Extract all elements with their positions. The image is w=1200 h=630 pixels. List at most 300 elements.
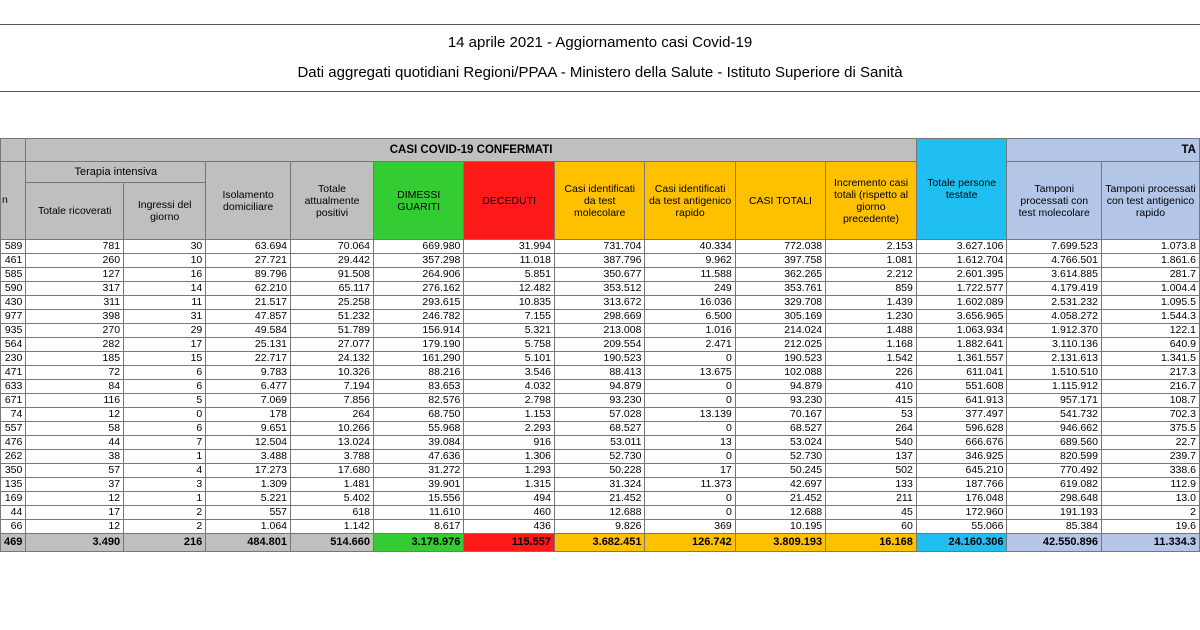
table-cell: 53.011 xyxy=(554,436,644,450)
table-cell: 22.7 xyxy=(1101,436,1199,450)
table-cell: 0 xyxy=(645,394,735,408)
table-cell: 1 xyxy=(124,492,206,506)
group-tamponi: TA xyxy=(1007,139,1200,162)
table-cell: 1.481 xyxy=(291,478,374,492)
table-cell: 946.662 xyxy=(1007,422,1101,436)
table-cell: 8.617 xyxy=(374,520,464,534)
table-cell: 1.612.704 xyxy=(916,254,1007,268)
table-cell: 211 xyxy=(826,492,917,506)
table-cell: 102.088 xyxy=(735,366,825,380)
table-row xyxy=(1,380,1200,394)
table-cell: 369 xyxy=(645,520,735,534)
table-cell: 293.615 xyxy=(374,296,464,310)
table-cell: 88.413 xyxy=(554,366,644,380)
table-cell: 9.651 xyxy=(206,422,291,436)
total-cell: 42.550.896 xyxy=(1007,534,1101,552)
table-cell: 2.601.395 xyxy=(916,268,1007,282)
table-cell: 17 xyxy=(124,338,206,352)
table-cell: 68.527 xyxy=(554,422,644,436)
table-cell: 957.171 xyxy=(1007,394,1101,408)
table-cell: 262 xyxy=(1,450,26,464)
table-cell: 3.788 xyxy=(291,450,374,464)
table-row xyxy=(1,296,1200,310)
table-cell: 10.266 xyxy=(291,422,374,436)
table-cell: 44 xyxy=(26,436,124,450)
total-cell: 24.160.306 xyxy=(916,534,1007,552)
table-cell: 63.694 xyxy=(206,240,291,254)
table-cell: 1 xyxy=(124,450,206,464)
table-cell: 176.048 xyxy=(916,492,1007,506)
table-cell: 31 xyxy=(124,310,206,324)
table-cell: 25.131 xyxy=(206,338,291,352)
table-cell: 10.326 xyxy=(291,366,374,380)
group-terapia-intensiva: Terapia intensiva xyxy=(26,162,206,183)
table-cell: 85.384 xyxy=(1007,520,1101,534)
table-row xyxy=(1,520,1200,534)
col-header-isolamento-domiciliare: Isolamento domiciliare xyxy=(206,162,291,240)
table-cell: 6.477 xyxy=(206,380,291,394)
table-cell: 11.018 xyxy=(464,254,555,268)
table-cell: 89.796 xyxy=(206,268,291,282)
table-cell: 5.101 xyxy=(464,352,555,366)
table-row xyxy=(1,450,1200,464)
table-cell: 1.439 xyxy=(826,296,917,310)
table-cell: 1.153 xyxy=(464,408,555,422)
table-cell: 264 xyxy=(826,422,917,436)
table-cell: 781 xyxy=(26,240,124,254)
table-cell: 209.554 xyxy=(554,338,644,352)
table-cell: 589 xyxy=(1,240,26,254)
table-cell: 11.588 xyxy=(645,268,735,282)
table-cell: 1.081 xyxy=(826,254,917,268)
table-cell: 398 xyxy=(26,310,124,324)
table-cell: 179.190 xyxy=(374,338,464,352)
table-cell: 3.656.965 xyxy=(916,310,1007,324)
table-cell: 859 xyxy=(826,282,917,296)
table-cell: 671 xyxy=(1,394,26,408)
table-cell: 11 xyxy=(124,296,206,310)
table-cell: 17.273 xyxy=(206,464,291,478)
table-cell: 39.901 xyxy=(374,478,464,492)
table-cell: 977 xyxy=(1,310,26,324)
table-cell: 590 xyxy=(1,282,26,296)
table-cell: 13.675 xyxy=(645,366,735,380)
table-cell: 161.290 xyxy=(374,352,464,366)
table-cell: 127 xyxy=(26,268,124,282)
table-cell: 27.077 xyxy=(291,338,374,352)
table-cell: 276.162 xyxy=(374,282,464,296)
table-cell: 1.861.6 xyxy=(1101,254,1199,268)
col-header-totale-attualmente-positivi: Totale attualmente positivi xyxy=(291,162,374,240)
table-cell: 669.980 xyxy=(374,240,464,254)
blank-group-cell xyxy=(1,139,26,162)
table-cell: 2.153 xyxy=(826,240,917,254)
table-cell: 640.9 xyxy=(1101,338,1199,352)
table-cell: 329.708 xyxy=(735,296,825,310)
table-cell: 0 xyxy=(645,506,735,520)
table-cell: 25.258 xyxy=(291,296,374,310)
table-cell: 88.216 xyxy=(374,366,464,380)
table-row xyxy=(1,394,1200,408)
table-cell: 112.9 xyxy=(1101,478,1199,492)
table-cell: 19.6 xyxy=(1101,520,1199,534)
table-cell: 7.155 xyxy=(464,310,555,324)
table-cell: 47.857 xyxy=(206,310,291,324)
table-cell: 5 xyxy=(124,394,206,408)
table-cell: 40.334 xyxy=(645,240,735,254)
table-cell: 4.179.419 xyxy=(1007,282,1101,296)
total-cell: 115.557 xyxy=(464,534,555,552)
table-cell: 60 xyxy=(826,520,917,534)
table-cell: 476 xyxy=(1,436,26,450)
table-cell: 185 xyxy=(26,352,124,366)
table-cell: 70.064 xyxy=(291,240,374,254)
table-cell: 346.925 xyxy=(916,450,1007,464)
table-cell: 122.1 xyxy=(1101,324,1199,338)
table-cell: 52.730 xyxy=(735,450,825,464)
table-cell: 415 xyxy=(826,394,917,408)
table-cell: 94.879 xyxy=(735,380,825,394)
table-cell: 31.994 xyxy=(464,240,555,254)
covid-data-table xyxy=(0,138,1200,552)
table-cell: 6.500 xyxy=(645,310,735,324)
table-cell: 55.968 xyxy=(374,422,464,436)
table-cell: 2.131.613 xyxy=(1007,352,1101,366)
table-cell: 1.510.510 xyxy=(1007,366,1101,380)
table-cell: 91.508 xyxy=(291,268,374,282)
totals-row xyxy=(1,534,1200,552)
table-cell: 1.912.370 xyxy=(1007,324,1101,338)
table-cell: 1.341.5 xyxy=(1101,352,1199,366)
total-cell: 484.801 xyxy=(206,534,291,552)
table-cell: 0 xyxy=(645,492,735,506)
table-cell: 0 xyxy=(645,422,735,436)
col-header-casi-totali: CASI TOTALI xyxy=(735,162,825,240)
table-cell: 7.069 xyxy=(206,394,291,408)
table-cell: 12 xyxy=(26,408,124,422)
table-cell: 137 xyxy=(826,450,917,464)
table-cell: 1.542 xyxy=(826,352,917,366)
col-header-totale-persone-testate: Totale persone testate xyxy=(916,139,1007,240)
table-cell: 12.504 xyxy=(206,436,291,450)
table-cell: 16 xyxy=(124,268,206,282)
table-row xyxy=(1,240,1200,254)
col-header-dimessi-guariti: DIMESSI GUARITI xyxy=(374,162,464,240)
table-cell: 1.293 xyxy=(464,464,555,478)
table-cell: 4.032 xyxy=(464,380,555,394)
table-cell: 460 xyxy=(464,506,555,520)
table-cell: 0 xyxy=(645,352,735,366)
table-cell: 645.210 xyxy=(916,464,1007,478)
table-cell: 6 xyxy=(124,380,206,394)
table-cell: 1.544.3 xyxy=(1101,310,1199,324)
group-casi-confermati: CASI COVID-19 CONFERMATI xyxy=(26,139,916,162)
table-cell: 2.531.232 xyxy=(1007,296,1101,310)
table-cell: 11.610 xyxy=(374,506,464,520)
table-cell: 611.041 xyxy=(916,366,1007,380)
table-cell: 12 xyxy=(26,492,124,506)
table-cell: 2 xyxy=(124,506,206,520)
table-cell: 10.835 xyxy=(464,296,555,310)
table-cell: 68.750 xyxy=(374,408,464,422)
table-cell: 502 xyxy=(826,464,917,478)
table-row xyxy=(1,408,1200,422)
table-cell: 83.653 xyxy=(374,380,464,394)
table-cell: 298.648 xyxy=(1007,492,1101,506)
table-cell: 191.193 xyxy=(1007,506,1101,520)
table-cell: 17 xyxy=(26,506,124,520)
total-cell: 216 xyxy=(124,534,206,552)
table-cell: 10 xyxy=(124,254,206,268)
table-cell: 1.064 xyxy=(206,520,291,534)
table-cell: 353.512 xyxy=(554,282,644,296)
table-cell: 1.095.5 xyxy=(1101,296,1199,310)
col-header-deceduti: DECEDUTI xyxy=(464,162,555,240)
table-cell: 226 xyxy=(826,366,917,380)
total-cell: 3.682.451 xyxy=(554,534,644,552)
table-cell: 375.5 xyxy=(1101,422,1199,436)
table-cell: 1.230 xyxy=(826,310,917,324)
table-cell: 172.960 xyxy=(916,506,1007,520)
col-header-c0: n xyxy=(1,162,26,240)
table-cell: 50.228 xyxy=(554,464,644,478)
table-cell: 13.024 xyxy=(291,436,374,450)
table-cell: 17 xyxy=(645,464,735,478)
table-cell: 387.796 xyxy=(554,254,644,268)
table-cell: 3.614.885 xyxy=(1007,268,1101,282)
table-cell: 618 xyxy=(291,506,374,520)
table-cell: 702.3 xyxy=(1101,408,1199,422)
table-cell: 190.523 xyxy=(554,352,644,366)
table-cell: 357.298 xyxy=(374,254,464,268)
table-cell: 305.169 xyxy=(735,310,825,324)
table-cell: 3.546 xyxy=(464,366,555,380)
table-cell: 133 xyxy=(826,478,917,492)
table-cell: 2 xyxy=(124,520,206,534)
table-cell: 436 xyxy=(464,520,555,534)
table-cell: 169 xyxy=(1,492,26,506)
table-cell: 410 xyxy=(826,380,917,394)
table-cell: 5.402 xyxy=(291,492,374,506)
table-cell: 9.783 xyxy=(206,366,291,380)
table-cell: 1.306 xyxy=(464,450,555,464)
table-cell: 9.826 xyxy=(554,520,644,534)
table-cell: 4 xyxy=(124,464,206,478)
table-cell: 38 xyxy=(26,450,124,464)
table-cell: 1.309 xyxy=(206,478,291,492)
table-cell: 5.758 xyxy=(464,338,555,352)
table-cell: 70.167 xyxy=(735,408,825,422)
col-header-tamponi-molecolare: Tamponi processati con test molecolare xyxy=(1007,162,1101,240)
table-row xyxy=(1,478,1200,492)
table-cell: 239.7 xyxy=(1101,450,1199,464)
table-cell: 108.7 xyxy=(1101,394,1199,408)
table-cell: 0 xyxy=(645,450,735,464)
table-cell: 362.265 xyxy=(735,268,825,282)
col-header-tamponi-antigenico: Tamponi processati con test antigenico rapido xyxy=(1101,162,1199,240)
table-cell: 57.028 xyxy=(554,408,644,422)
table-cell: 74 xyxy=(1,408,26,422)
table-cell: 12 xyxy=(26,520,124,534)
table-cell: 44 xyxy=(1,506,26,520)
table-cell: 24.132 xyxy=(291,352,374,366)
table-row xyxy=(1,254,1200,268)
table-cell: 1.016 xyxy=(645,324,735,338)
table-cell: 22.717 xyxy=(206,352,291,366)
table-cell: 281.7 xyxy=(1101,268,1199,282)
table-cell: 350 xyxy=(1,464,26,478)
table-cell: 1.168 xyxy=(826,338,917,352)
table-cell: 30 xyxy=(124,240,206,254)
table-cell: 217.3 xyxy=(1101,366,1199,380)
table-cell: 5.221 xyxy=(206,492,291,506)
total-cell: 16.168 xyxy=(826,534,917,552)
table-cell: 45 xyxy=(826,506,917,520)
table-cell: 1.722.577 xyxy=(916,282,1007,296)
table-cell: 135 xyxy=(1,478,26,492)
table-cell: 770.492 xyxy=(1007,464,1101,478)
total-cell: 3.809.193 xyxy=(735,534,825,552)
table-cell: 12.482 xyxy=(464,282,555,296)
table-cell: 353.761 xyxy=(735,282,825,296)
table-cell: 13.139 xyxy=(645,408,735,422)
table-cell: 39.084 xyxy=(374,436,464,450)
table-cell: 68.527 xyxy=(735,422,825,436)
table-row xyxy=(1,324,1200,338)
table-cell: 15 xyxy=(124,352,206,366)
table-row xyxy=(1,464,1200,478)
table-cell: 3.110.136 xyxy=(1007,338,1101,352)
table-cell: 1.063.934 xyxy=(916,324,1007,338)
table-cell: 298.669 xyxy=(554,310,644,324)
table-cell: 3 xyxy=(124,478,206,492)
table-cell: 338.6 xyxy=(1101,464,1199,478)
table-row xyxy=(1,436,1200,450)
table-cell: 187.766 xyxy=(916,478,1007,492)
col-header-incremento-casi: Incremento casi totali (rispetto al giorno precedente) xyxy=(826,162,917,240)
total-cell: 514.660 xyxy=(291,534,374,552)
table-cell: 216.7 xyxy=(1101,380,1199,394)
table-cell: 0 xyxy=(124,408,206,422)
table-cell: 7.856 xyxy=(291,394,374,408)
table-cell: 689.560 xyxy=(1007,436,1101,450)
table-cell: 66 xyxy=(1,520,26,534)
table-cell: 12.688 xyxy=(735,506,825,520)
table-cell: 65.117 xyxy=(291,282,374,296)
table-cell: 1.602.089 xyxy=(916,296,1007,310)
table-cell: 311 xyxy=(26,296,124,310)
table-cell: 494 xyxy=(464,492,555,506)
table-cell: 551.608 xyxy=(916,380,1007,394)
table-cell: 596.628 xyxy=(916,422,1007,436)
table-cell: 5.851 xyxy=(464,268,555,282)
table-cell: 212.025 xyxy=(735,338,825,352)
table-cell: 9.962 xyxy=(645,254,735,268)
col-header-ingressi-giorno: Ingressi del giorno xyxy=(124,183,206,240)
table-cell: 564 xyxy=(1,338,26,352)
table-cell: 471 xyxy=(1,366,26,380)
table-cell: 731.704 xyxy=(554,240,644,254)
table-cell: 2.471 xyxy=(645,338,735,352)
table-row xyxy=(1,506,1200,520)
table-cell: 641.913 xyxy=(916,394,1007,408)
table-cell: 14 xyxy=(124,282,206,296)
table-cell: 27.721 xyxy=(206,254,291,268)
total-cell: 11.334.3 xyxy=(1101,534,1199,552)
table-cell: 17.680 xyxy=(291,464,374,478)
table-cell: 1.361.557 xyxy=(916,352,1007,366)
table-cell: 270 xyxy=(26,324,124,338)
table-cell: 264.906 xyxy=(374,268,464,282)
total-cell: 3.178.976 xyxy=(374,534,464,552)
table-cell: 1.315 xyxy=(464,478,555,492)
table-cell: 1.073.8 xyxy=(1101,240,1199,254)
table-row xyxy=(1,338,1200,352)
table-cell: 4.058.272 xyxy=(1007,310,1101,324)
table-cell: 2 xyxy=(1101,506,1199,520)
table-cell: 666.676 xyxy=(916,436,1007,450)
table-cell: 82.576 xyxy=(374,394,464,408)
table-cell: 585 xyxy=(1,268,26,282)
table-cell: 820.599 xyxy=(1007,450,1101,464)
table-cell: 178 xyxy=(206,408,291,422)
table-cell: 230 xyxy=(1,352,26,366)
table-cell: 42.697 xyxy=(735,478,825,492)
table-cell: 10.195 xyxy=(735,520,825,534)
page-subtitle: Dati aggregati quotidiani Regioni/PPAA - Ministero della Salute - Istituto Superiore di Sanità xyxy=(297,64,903,81)
table-cell: 350.677 xyxy=(554,268,644,282)
table-row xyxy=(1,422,1200,436)
table-cell: 15.556 xyxy=(374,492,464,506)
table-cell: 84 xyxy=(26,380,124,394)
table-cell: 31.272 xyxy=(374,464,464,478)
table-cell: 557 xyxy=(206,506,291,520)
table-cell: 31.324 xyxy=(554,478,644,492)
table-cell: 55.066 xyxy=(916,520,1007,534)
table-cell: 1.882.641 xyxy=(916,338,1007,352)
table-cell: 49.584 xyxy=(206,324,291,338)
table-cell: 430 xyxy=(1,296,26,310)
col-header-casi-molecolare: Casi identificati da test molecolare xyxy=(554,162,644,240)
col-header-casi-antigenico: Casi identificati da test antigenico rapido xyxy=(645,162,735,240)
table-cell: 51.232 xyxy=(291,310,374,324)
table-row xyxy=(1,492,1200,506)
table-cell: 6 xyxy=(124,366,206,380)
table-cell: 282 xyxy=(26,338,124,352)
table-cell: 16.036 xyxy=(645,296,735,310)
table-cell: 772.038 xyxy=(735,240,825,254)
table-cell: 7.194 xyxy=(291,380,374,394)
table-cell: 156.914 xyxy=(374,324,464,338)
table-cell: 47.636 xyxy=(374,450,464,464)
table-cell: 6 xyxy=(124,422,206,436)
table-cell: 397.758 xyxy=(735,254,825,268)
table-cell: 249 xyxy=(645,282,735,296)
table-row xyxy=(1,366,1200,380)
table-cell: 377.497 xyxy=(916,408,1007,422)
total-cell: 126.742 xyxy=(645,534,735,552)
table-cell: 1.004.4 xyxy=(1101,282,1199,296)
table-cell: 246.782 xyxy=(374,310,464,324)
table-cell: 21.452 xyxy=(554,492,644,506)
table-cell: 190.523 xyxy=(735,352,825,366)
table-cell: 57 xyxy=(26,464,124,478)
total-cell: 469 xyxy=(1,534,26,552)
table-cell: 313.672 xyxy=(554,296,644,310)
table-cell: 1.142 xyxy=(291,520,374,534)
table-cell: 29.442 xyxy=(291,254,374,268)
table-cell: 93.230 xyxy=(554,394,644,408)
